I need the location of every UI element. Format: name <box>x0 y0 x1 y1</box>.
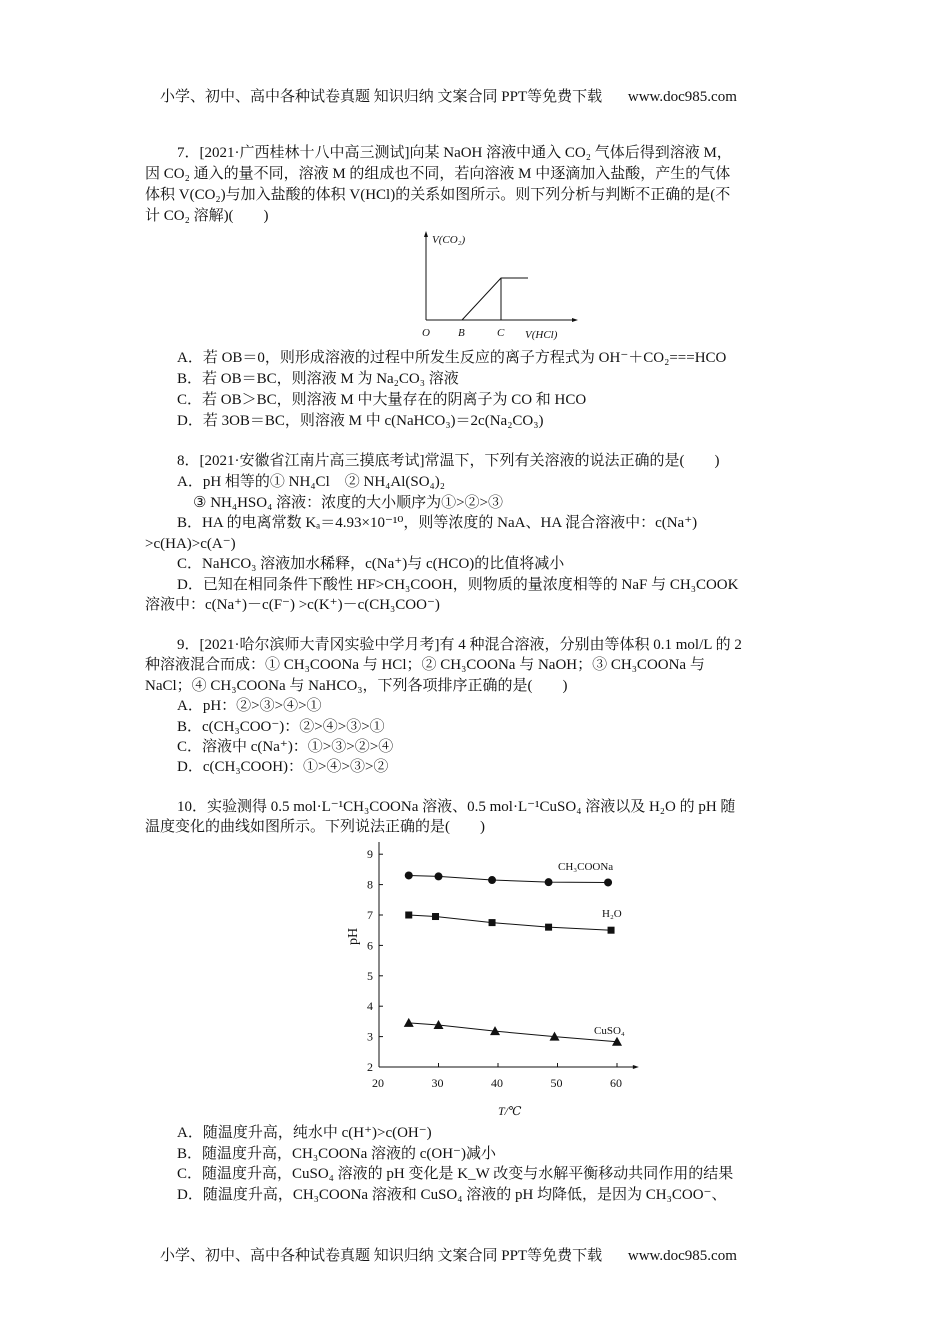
data-point-square <box>432 913 439 920</box>
q9-line: 种溶液混合而成：① CH₃COONa 与 HCl；② CH₃COONa 与 NaOH；③ CH₃COONa 与 <box>145 657 705 673</box>
q9-line: NaCl；④ CH₃COONa 与 NaHCO₃，下列各项排序正确的是( ) <box>145 678 568 694</box>
x-tick-label: 40 <box>491 1076 503 1090</box>
origin-label: O <box>422 327 430 339</box>
q7-figure <box>410 228 580 346</box>
legend-ch3coona: CH₃COONa <box>558 861 614 873</box>
y-tick-label: 3 <box>367 1029 373 1044</box>
q8-line: 溶液中：c(Na⁺)－c(F⁻) >c(K⁺)－c(CH₃COO⁻) <box>145 597 440 613</box>
data-point-circle <box>545 878 553 886</box>
q8-line: B．HA 的电离常数 Kₐ＝4.93×10⁻¹⁰，则等浓度的 NaA、HA 混合溶液中：c(Na⁺) <box>177 515 698 531</box>
x-axis-arrow <box>633 1065 639 1069</box>
ph-temperature-chart <box>330 840 660 1120</box>
x-tick-label: 30 <box>431 1076 444 1090</box>
q7-option-a: A．若 OB＝0，则形成溶液的过程中所发生反应的离子方程式为 OH⁻＋CO₂===HCO <box>177 350 727 366</box>
x-tick-label: 50 <box>550 1076 563 1090</box>
page-footer <box>160 1247 737 1265</box>
x-axis-label: T/℃ <box>498 1104 522 1118</box>
q9-option-a: A．pH：②>③>④>① <box>177 698 322 714</box>
y-axis-label: V(CO₂) <box>432 234 466 246</box>
q7-option-b: B．若 OB＝BC，则溶液 M 为 Na₂CO₃ 溶液 <box>177 371 459 387</box>
footer-url: www.doc985.com <box>627 1248 737 1264</box>
q9-option-d: D．c(CH₃COOH)：①>④>③>② <box>177 759 389 775</box>
q10-line: 温度变化的曲线如图所示。下列说法正确的是( ) <box>145 819 485 835</box>
header-text: 小学、初中、高中各种试卷真题 知识归纳 文案合同 PPT等免费下载 <box>160 89 603 105</box>
y-axis-label: pH <box>346 927 361 945</box>
x-axis-label: V(HCl) <box>525 329 558 341</box>
y-tick-label: 5 <box>367 968 373 983</box>
q8-line: D．已知在相同条件下酸性 HF>CH₃COOH，则物质的量浓度相等的 NaF 与 CH₃COOK <box>177 577 739 593</box>
q8-line: A．pH 相等的① NH₄Cl ② NH₄Al(SO₄)₂ <box>177 474 446 490</box>
q10-option-d: D．随温度升高，CH₃COONa 溶液和 CuSO₄ 溶液的 pH 均降低，是因为 CH₃COO⁻、 <box>177 1187 727 1203</box>
q8-line: C．NaHCO₃ 溶液加水稀释，c(Na⁺)与 c(HCO)的比值将减小 <box>177 556 565 572</box>
y-tick-label: 2 <box>367 1060 373 1074</box>
q7-line: 7．[2021·广西桂林十八中高三测试]向某 NaOH 溶液中通入 CO₂ 气体后得到溶液 M， <box>177 145 732 161</box>
q10-option-b: B．随温度升高，CH₃COONa 溶液的 c(OH⁻)减小 <box>177 1146 496 1162</box>
q8-line: ③ NH₄HSO₄ 溶液：浓度的大小顺序为①>②>③ <box>193 495 503 511</box>
y-axis-arrow <box>424 231 428 237</box>
x-tick-label: 60 <box>610 1076 622 1090</box>
c-label: C <box>497 327 505 339</box>
y-tick-label: 8 <box>367 877 373 892</box>
legend-h2o: H₂O <box>602 908 622 920</box>
data-point-square <box>608 927 615 934</box>
data-point-circle <box>435 872 443 880</box>
page-header <box>160 88 737 106</box>
q7-line: 因 CO₂ 通入的量不同，溶液 M 的组成也不同，若向溶液 M 中逐滴加入盐酸，产生的气体 <box>145 166 731 182</box>
data-point-circle <box>604 878 612 886</box>
q9-line: 9．[2021·哈尔滨师大青冈实验中学月考]有 4 种混合溶液，分别由等体积 0.1 mol/L 的 2 <box>177 637 742 653</box>
q8-line: 8．[2021·安徽省江南片高三摸底考试]常温下，下列有关溶液的说法正确的是( ) <box>177 453 720 469</box>
q10-line: 10．实验测得 0.5 mol·L⁻¹CH₃COONa 溶液、0.5 mol·L⁻¹CuSO₄ 溶液以及 H₂O 的 pH 随 <box>177 799 736 815</box>
data-point-circle <box>405 871 413 879</box>
x-axis-arrow <box>572 318 578 322</box>
b-label: B <box>458 327 465 339</box>
y-tick-label: 4 <box>367 999 373 1014</box>
q7-option-c: C．若 OB＞BC，则溶液 M 中大量存在的阴离子为 CO 和 HCO <box>177 392 587 408</box>
q10-option-a: A．随温度升高，纯水中 c(H⁺)>c(OH⁻) <box>177 1125 432 1141</box>
q7-line: 体积 V(CO₂)与加入盐酸的体积 V(HCl)的关系如图所示。则下列分析与判断不正确的是(不 <box>145 187 731 203</box>
v-co2-curve <box>462 278 528 320</box>
q9-option-b: B．c(CH₃COO⁻)：②>④>③>① <box>177 719 385 735</box>
q7-line: 计 CO₂ 溶解)( ) <box>145 208 269 224</box>
q7-option-d: D．若 3OB＝BC，则溶液 M 中 c(NaHCO₃)＝2c(Na₂CO₃) <box>177 413 544 429</box>
q10-option-c: C．随温度升高，CuSO₄ 溶液的 pH 变化是 K_W 改变与水解平衡移动共同作用的结果 <box>177 1166 734 1182</box>
data-point-triangle <box>404 1018 414 1027</box>
y-tick-label: 9 <box>367 847 373 862</box>
data-point-square <box>545 924 552 931</box>
series-line <box>409 915 611 930</box>
y-tick-label: 7 <box>367 908 373 922</box>
data-point-square <box>405 912 412 919</box>
q8-line: >c(HA)>c(A⁻) <box>145 536 236 552</box>
q9-option-c: C．溶液中 c(Na⁺)：①>③>②>④ <box>177 739 394 755</box>
header-url: www.doc985.com <box>627 89 737 105</box>
data-point-square <box>489 919 496 926</box>
x-tick-label: 20 <box>372 1076 384 1090</box>
legend-cuso4: CuSO₄ <box>594 1025 625 1037</box>
y-tick-label: 6 <box>367 938 373 953</box>
footer-text: 小学、初中、高中各种试卷真题 知识归纳 文案合同 PPT等免费下载 <box>160 1248 603 1264</box>
data-point-circle <box>488 876 496 884</box>
